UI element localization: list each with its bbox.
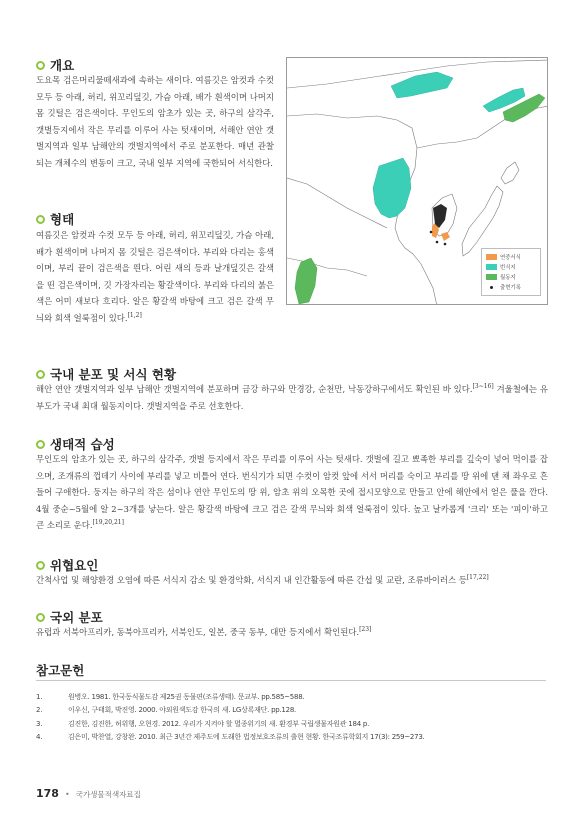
reference-item: 2. 이우신, 구태회, 박진영. 2000. 야외원색도감 한국의 새. LG상록재단. pp.128. — [36, 706, 297, 715]
legend-dot-icon — [490, 286, 493, 289]
green-ring-icon — [36, 215, 45, 224]
green-ring-icon — [36, 370, 45, 379]
citation: [1,2] — [127, 312, 142, 320]
legend-item: 번식지 — [486, 262, 536, 272]
legend-swatch — [486, 274, 497, 280]
book-title: 국가생물적색자료집 — [75, 790, 141, 799]
section-title-threats: 위협요인 — [36, 556, 98, 574]
references-title: 참고문헌 — [36, 663, 85, 678]
reference-item: 1. 원병오. 1981. 한국동식물도감 제25권 동물편(조류생태). 문교부. pp.585~588. — [36, 692, 305, 701]
legend-swatch — [486, 264, 497, 270]
threats-text: 간척사업 및 해양환경 오염에 따른 서식지 감소 및 환경악화, 서식지 내 인간활동에 따른 간섭 및 교란, 조류바이러스 등[17,22] — [36, 574, 489, 585]
citation: [17,22] — [466, 574, 489, 582]
section-title-overview: 개요 — [36, 56, 74, 74]
references-list — [36, 690, 556, 744]
legend-item: 월동지 — [486, 272, 536, 282]
page-number: 178 — [36, 787, 59, 800]
map-legend — [481, 248, 541, 296]
citation: [23] — [359, 626, 372, 634]
overseas-text: 유럽과 서북아프리카, 동북아프리카, 서북인도, 일본, 중국 동부, 대만 등지에서 확인된다.[23] — [36, 626, 372, 637]
citation: [19,20,21] — [92, 519, 124, 527]
distribution-map — [286, 57, 548, 305]
overview-text: 도요목 검은머리물떼새과에 속하는 새이다. 여름깃은 암컷과 수컷 모두 등 아래, 허리, 위꼬리덮깃, 가슴 아래, 배가 흰색이며 나머지 몸 깃털은 검은색이다. 무인도의 암초가 있는 곳, 하구의 삼각주, 갯벌등지에서 작은 무리를 이루어 사는 텃새이며, 서해안 연안 갯벌지역과 일부 남해안의 갯벌지역에서 주로 분포한다. 매년 관찰되는 개체수의 변동이 크고, 국내 일부 지역에 국한되어 서식한다. — [36, 75, 274, 168]
green-ring-icon — [36, 561, 45, 570]
green-ring-icon — [36, 61, 45, 70]
reference-item: 4. 김은미, 박찬열, 강창완. 2010. 최근 3년간 제주도에 도래한 법정보호조류의 출현 현황. 한국조류학회지 17(3): 259~273. — [36, 733, 425, 742]
page-footer — [36, 787, 141, 800]
footer-separator: • — [64, 790, 70, 799]
section-title-distribution: 국내 분포 및 서식 현황 — [36, 365, 176, 383]
legend-swatch — [486, 254, 497, 260]
reference-item: 3. 김진한, 김진한, 허위행, 오현경. 2012. 우리가 지켜야 할 멸종위기의 새. 환경부 국립생물자원관 184 p. — [36, 719, 370, 728]
legend-item: 출현기록 — [486, 282, 536, 292]
morphology-text: 여름깃은 암컷과 수컷 모두 등 아래, 허리, 위꼬리덮깃, 가슴 아래, 배가 흰색이며 나머지 몸 깃털은 검은색이다. 부리와 다리는 홍색이며, 부리 끝이 검은색을 띈다. 어린 새의 등과 날개덮깃은 갈색을 띤 검은색이며, 깃 가장자리는 황갈색이다. 부리와 다리의 붉은색은 어미 새보다 흐리다. 알은 황갈색 바탕에 크고 검은 갈색 무늬와 회색 얼룩점이 있다.[1,2] — [36, 230, 274, 323]
distribution-text: 해안 연안 갯벌지역과 일부 남해안 갯벌지역에 분포하며 금강 하구와 만경강, 순천만, 낙동강하구에서도 확인된 바 있다.[3~16] 겨울철에는 유부도가 국내 최대 월동지이다. 갯벌지역을 주로 선호한다. — [36, 383, 548, 411]
section-title-morphology: 형태 — [36, 210, 74, 228]
section-title-ecology: 생태적 습성 — [36, 435, 115, 453]
green-ring-icon — [36, 440, 45, 449]
section-title-overseas: 국외 분포 — [36, 608, 103, 626]
legend-item: 연중서식 — [486, 252, 536, 262]
citation: [3~16] — [472, 383, 494, 391]
ecology-text: 무인도의 암초가 있는 곳, 하구의 삼각주, 갯벌 등지에서 작은 무리를 이루어 사는 텃새다. 갯벌에 길고 뾰족한 부리를 깊숙이 넣어 먹이를 잡으며, 조개류의 껍데기 사이에 부리를 넣고 비틀어 연다. 번식기가 되면 수컷이 암컷 앞에 서서 머리를 숙이고 부리를 땅 위에 댄 채 좌우로 흔들어 구애한다. 둥지는 하구의 작은 섬이나 연안 무인도의 땅 위, 암초 위의 오목한 곳에 접시모양으로 만들고 안에 해안에서 얻은 풀을 깐다. 4월 중순~5월에 알 2~3개를 낳는다. 알은 황갈색 바탕에 크고 검은 갈색 무늬와 회색 얼룩점이 있다. 높고 날카롭게 '크리' 또는 '피이'하고 큰 소리로 운다.[19,20,21] — [36, 454, 548, 531]
green-ring-icon — [36, 613, 45, 622]
references-divider — [36, 680, 546, 681]
